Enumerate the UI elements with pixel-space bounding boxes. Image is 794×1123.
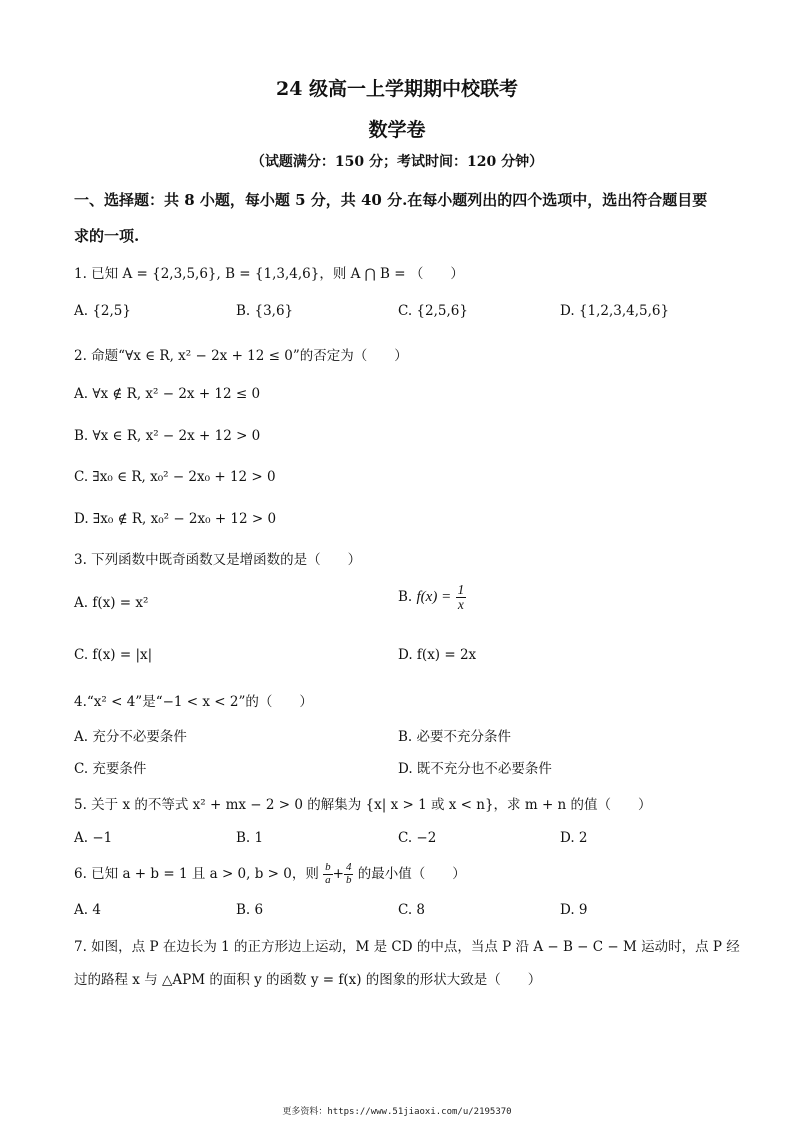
q2-option-c: C. ∃x₀ ∈ R, x₀² − 2x₀ + 12 > 0 [74,469,276,485]
fraction-numerator: 4 [345,861,352,874]
q4-option-b: B. 必要不充分条件 [398,729,512,745]
q1-option-d: D. {1,2,3,4,5,6} [560,303,670,319]
q5-option-d: D. 2 [560,830,588,846]
fraction-numerator: 1 [457,582,465,597]
q6-option-a: A. 4 [74,902,101,918]
exam-title: 24 级高一上学期期中校联考 [275,78,519,100]
q2-option-a: A. ∀x ∉ R, x² − 2x + 12 ≤ 0 [74,386,261,402]
fraction-denominator: b [345,874,352,886]
q2-option-d: D. ∃x₀ ∉ R, x₀² − 2x₀ + 12 > 0 [74,511,277,527]
question-2-stem: 2. 命题“∀x ∈ R, x² − 2x + 12 ≤ 0”的否定为（ ） [74,348,408,364]
q4-option-a: A. 充分不必要条件 [74,729,187,745]
q5-option-c: C. −2 [398,830,437,846]
q3-option-a: A. f(x) = x² [74,595,149,611]
q6-fraction-1 [323,862,333,886]
footer-link[interactable]: 更多资料：https://www.51jiaoxi.com/u/2195370 [282,1107,512,1117]
question-4-stem: 4.“x² < 4”是“−1 < x < 2”的（ ） [74,694,313,710]
q6-option-c: C. 8 [398,902,426,918]
fraction-numerator: b [325,861,331,874]
q6-fraction-2 [344,862,354,886]
fraction-denominator: a [325,874,331,886]
question-5-stem: 5. 关于 x 的不等式 x² + mx − 2 > 0 的解集为 {x| x > 1 或 x < n}，求 m + n 的值（ ） [74,797,652,813]
q1-option-c: C. {2,5,6} [398,303,468,319]
q5-option-a: A. −1 [74,830,113,846]
q4-option-d: D. 既不充分也不必要条件 [398,761,552,777]
question-1-stem: 1. 已知 A = {2,3,5,6}, B = {1,3,4,6}，则 A ⋂ B = （ ） [74,266,464,282]
exam-meta: （试题满分：150 分；考试时间：120 分钟） [250,154,544,170]
section-heading-line2: 求的一项. [74,227,140,245]
exam-subject: 数学卷 [368,119,426,141]
fraction-denominator: x [457,597,464,613]
q3-option-d: D. f(x) = 2x [398,647,477,663]
q6-option-b: B. 6 [236,902,264,918]
section-heading-line1: 一、选择题：共 8 小题，每小题 5 分，共 40 分.在每小题列出的四个选项中，选出符合题目要 [74,191,708,209]
q3-option-b-fraction [456,583,467,612]
q3-option-b-label: B. [398,589,413,606]
q6-option-d: D. 9 [560,902,588,918]
q3-option-b [398,583,466,612]
question-3-stem: 3. 下列函数中既奇函数又是增函数的是（ ） [74,552,362,568]
q3-option-c: C. f(x) = |x| [74,647,153,663]
q3-option-b-lhs: f(x) = [416,589,452,606]
q4-option-c: C. 充要条件 [74,761,147,777]
q5-option-b: B. 1 [236,830,264,846]
q1-option-a: A. {2,5} [74,303,131,319]
question-7-line2: 过的路程 x 与 △APM 的面积 y 的函数 y = f(x) 的图象的形状大致是（ ） [74,972,542,988]
q6-stem-post: 的最小值（ ） [357,866,466,882]
q1-option-b: B. {3,6} [236,303,294,319]
question-6-stem [74,862,466,887]
q6-stem-pre: 6. 已知 a + b = 1 且 a > 0, b > 0，则 [74,866,319,882]
q6-plus: + [332,866,344,882]
question-7-line1: 7. 如图，点 P 在边长为 1 的正方形边上运动，M 是 CD 的中点，当点 P 沿 A − B − C − M 运动时，点 P 经 [74,939,740,955]
q2-option-b: B. ∀x ∈ R, x² − 2x + 12 > 0 [74,428,261,444]
